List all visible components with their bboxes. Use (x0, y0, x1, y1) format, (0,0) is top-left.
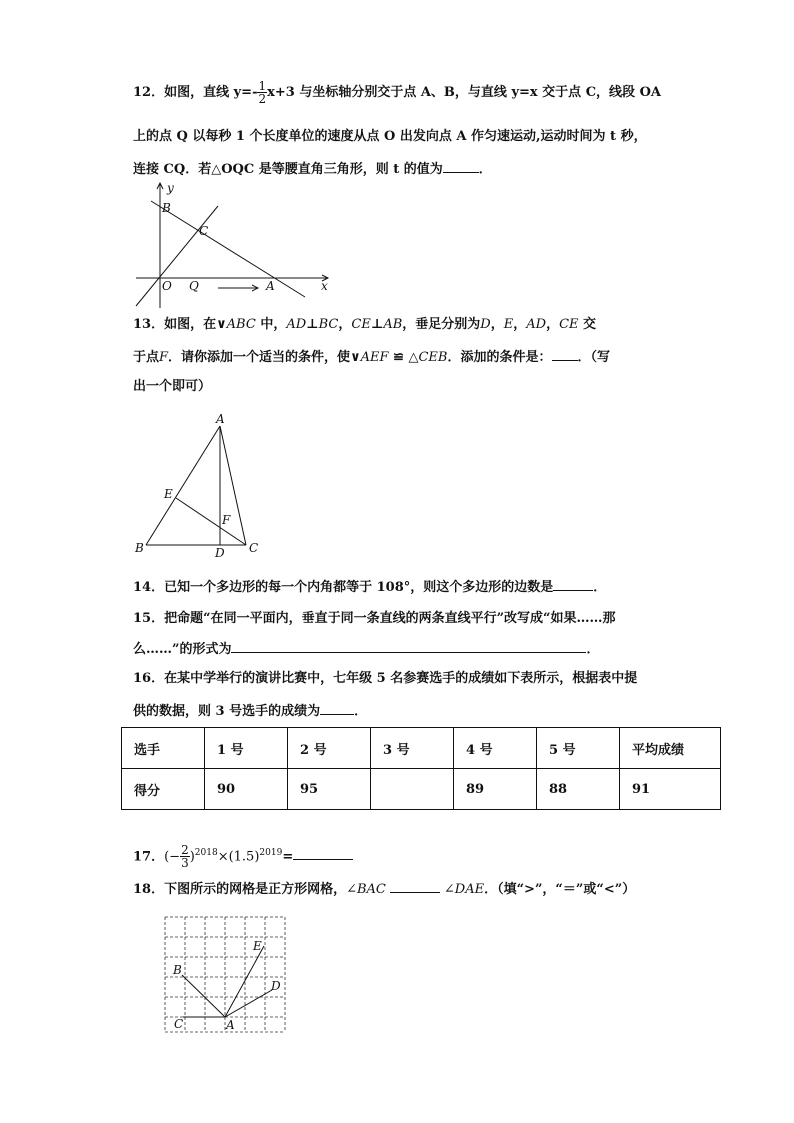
q16-line-1: 16．在某中学举行的演讲比赛中，七年级 5 名参赛选手的成绩如下表所示，根据表中提 (133, 671, 638, 686)
q16-line-2 (133, 702, 367, 721)
q14-period: ． (593, 580, 607, 595)
label-B: B (173, 963, 182, 977)
fraction-denominator: 3 (181, 856, 189, 871)
q13-line-1: 13．如图，在∨ABC 中，AD⊥BC，CE⊥AB，垂足分别为D，E，AD，CE 交 (133, 317, 597, 332)
q18-text-a: 18．下图所示的网格是正方形网格， (133, 882, 347, 897)
q13-t6: BC (318, 317, 339, 332)
label-A: A (266, 279, 275, 293)
table-cell-empty[interactable] (371, 769, 454, 810)
table-header: 1 号 (205, 728, 288, 769)
table-cell: 95 (288, 769, 371, 810)
q12-text-b: x+3 与坐标轴分别交于点 A、B，与直线 y=x 交于点 C，线段 OA (267, 85, 661, 100)
label-E: E (164, 487, 173, 501)
table-header: 平均成绩 (620, 728, 721, 769)
label-B: B (162, 201, 171, 215)
q13-t14: E (503, 317, 514, 332)
label-C: C (249, 541, 259, 555)
table-header: 选手 (122, 728, 205, 769)
q12-period: ． (478, 162, 492, 177)
q16-text: 供的数据，则 3 号选手的成绩为 (133, 704, 321, 719)
table-cell: 得分 (122, 769, 205, 810)
q13-t11: ，垂足分别为 (402, 317, 481, 332)
answer-blank[interactable] (552, 348, 578, 361)
table-header: 3 号 (371, 728, 454, 769)
q13-t8: CE (351, 317, 371, 332)
q13-t10: AB (383, 317, 403, 332)
label-E: E (253, 939, 262, 953)
q13-t16: AD (526, 317, 547, 332)
q12-line-3 (133, 160, 492, 179)
answer-blank[interactable] (553, 578, 593, 591)
table-header: 5 号 (537, 728, 620, 769)
q13-t18: CE (559, 317, 579, 332)
q13-u5: ≌ △ (388, 350, 419, 365)
side-ab (146, 426, 220, 545)
table-cell: 90 (205, 769, 288, 810)
answer-blank[interactable] (320, 702, 354, 715)
q17-label: 17． (133, 849, 165, 865)
q13-t7: ， (338, 317, 352, 332)
label-Q: Q (189, 279, 199, 293)
q17-fraction (180, 844, 190, 869)
q15-text: 么……”的形式为 (133, 642, 232, 657)
q12-fraction (257, 80, 267, 105)
table-header: 4 号 (454, 728, 537, 769)
q12-line-2: 上的点 Q 以每秒 1 个长度单位的速度从点 O 出发向点 A 作匀速运动,运动时间为 t 秒， (133, 129, 647, 144)
answer-blank[interactable] (390, 880, 440, 893)
q14-text: 14．已知一个多边形的每一个内角都等于 108°，则这个多边形的边数是 (133, 580, 554, 595)
table-cell: 91 (620, 769, 721, 810)
score-table (121, 727, 721, 810)
q13-t2: ABC (226, 317, 256, 332)
q13-t19: 交 (578, 317, 597, 332)
q13-t15: ， (513, 317, 527, 332)
label-O: O (162, 279, 172, 293)
altitude-ce (176, 498, 246, 545)
answer-blank[interactable] (293, 847, 353, 860)
fraction-numerator: 2 (181, 843, 189, 858)
dashed-grid (165, 917, 285, 1032)
q13-u1: 于点 (133, 350, 160, 365)
answer-blank[interactable] (231, 640, 586, 653)
q12-text-a: 12．如图，直线 y=- (133, 85, 258, 100)
q17-equals: = (282, 849, 294, 865)
table-header-row (122, 728, 721, 769)
line-ab (151, 201, 305, 297)
q18-grid-figure (160, 912, 290, 1037)
ray-ab (182, 975, 225, 1017)
q13-t1: 13．如图，在 (133, 317, 217, 332)
q13-u4: AEF (360, 350, 389, 365)
q18-line (133, 880, 635, 899)
line-y-equals-x (136, 206, 218, 306)
q13-t3: 中， (255, 317, 287, 332)
table-row (122, 769, 721, 810)
q13-t9: ⊥ (370, 317, 384, 332)
side-ac (220, 426, 246, 545)
q13-u7: ．添加的条件是： (447, 350, 552, 365)
exponent-2019: 2019 (259, 848, 283, 858)
q15-period: ． (586, 642, 600, 657)
q16-period: ． (354, 704, 368, 719)
label-D: D (271, 979, 281, 993)
table-cell: 89 (454, 769, 537, 810)
q13-t17: ， (546, 317, 560, 332)
q12-question-text: 连接 CQ．若△OQC 是等腰直角三角形，则 t 的值为 (133, 162, 443, 177)
q15-line-1: 15．把命题“在同一平面内，垂直于同一条直线的两条直线平行”改写成“如果……那 (133, 611, 616, 626)
label-A: A (226, 1018, 235, 1032)
table-cell: 88 (537, 769, 620, 810)
label-F: F (222, 513, 231, 527)
q13-figure (133, 410, 273, 560)
q13-t5: ⊥ (306, 317, 319, 332)
label-B: B (135, 541, 144, 555)
q17-close-paren: ) (189, 849, 195, 865)
angle-dae: ∠DAE (443, 882, 485, 897)
label-D: D (215, 546, 225, 560)
label-C: C (199, 224, 209, 238)
q13-u6: CEB (418, 350, 448, 365)
label-C: C (174, 1017, 184, 1031)
q17-middle: ×(1.5) (217, 849, 260, 865)
q13-u8: ．（写 (577, 350, 611, 365)
q12-figure (133, 180, 343, 310)
q13-line-2: 于点F．请你添加一个适当的条件，使∨AEF ≌ △CEB．添加的条件是： ．（写 (133, 350, 611, 365)
q13-t4: AD (286, 317, 307, 332)
angle-bac: ∠BAC (346, 882, 386, 897)
fraction-numerator: 1 (258, 79, 267, 93)
q17-line (133, 838, 353, 872)
label-A: A (216, 412, 225, 426)
answer-blank[interactable] (443, 160, 479, 173)
q13-t13: ， (490, 317, 504, 332)
q13-u2: F (159, 350, 169, 365)
q15-line-2 (133, 640, 600, 659)
label-x: x (321, 279, 328, 293)
q13-u3: ．请你添加一个适当的条件，使 (168, 350, 351, 365)
q14-line (133, 578, 606, 597)
q17-open-paren: (− (164, 849, 181, 865)
q12-line-1 (133, 80, 661, 105)
table-header: 2 号 (288, 728, 371, 769)
q18-text-d: ．（填“>”，“＝”或“<”） (484, 882, 636, 897)
q13-t12: D (480, 317, 491, 332)
fraction-denominator: 2 (258, 92, 267, 106)
label-y: y (167, 181, 174, 195)
exponent-2018: 2018 (194, 848, 218, 858)
q13-line-3: 出一个即可） (133, 379, 212, 394)
